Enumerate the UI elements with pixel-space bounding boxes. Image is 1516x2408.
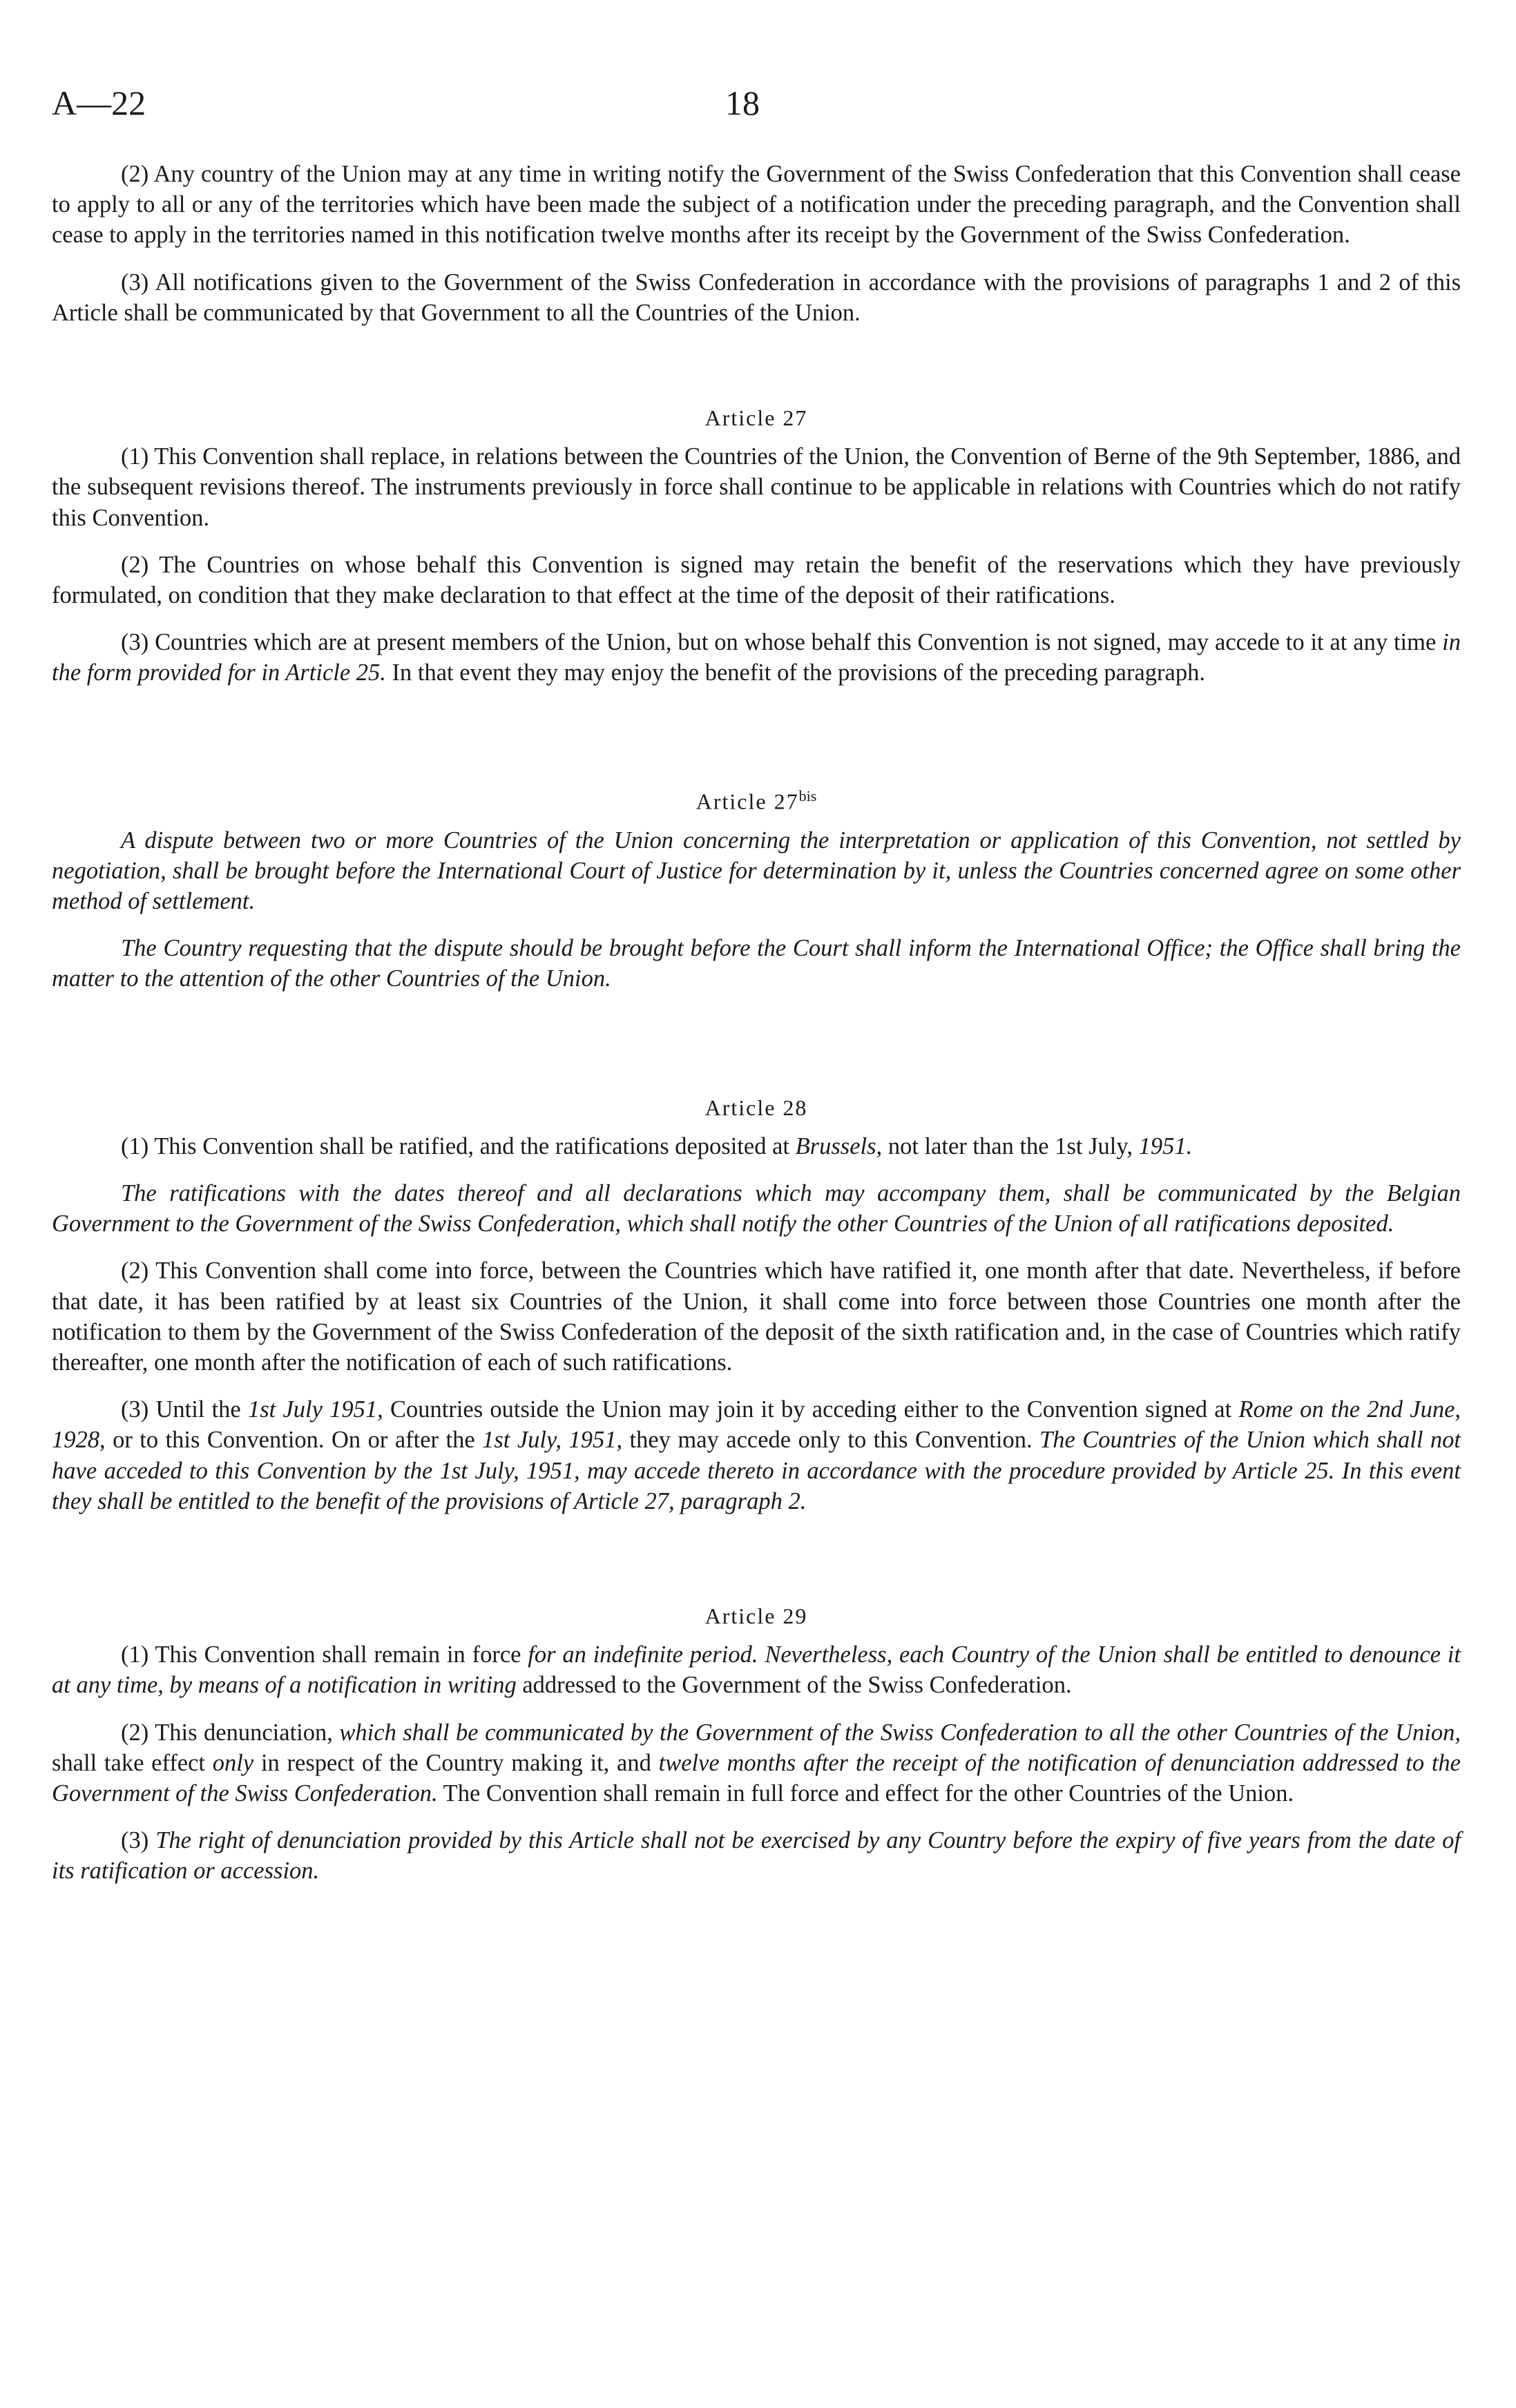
- article-29-paragraph-1: (1) This Convention shall remain in force for an indefinite period. Nevertheless, each Country of the Union shall be entitled to denounce it at any time, by means of a notification in writing addressed to the Government of the Swiss Confederation.: [52, 1641, 1461, 1699]
- article-28-paragraph-3: (3) Until the 1st July 1951, Countries outside the Union may join it by acceding either to the Convention signed at Rome on the 2nd June, 1928, or to this Convention. On or after the 1st July, 1951, they may accede only to this Convention. The Countries of the Union which shall not have acceded to this Convention by the 1st July, 1951, may accede thereto in accordance with the procedure provided by Article 25. In this event they shall be entitled to the benefit of the provisions of Article 27, paragraph 2.: [52, 1396, 1461, 1514]
- article-27bis-paragraph-2: The Country requesting that the dispute should be brought before the Court shall inform the International Office; the Office shall bring the matter to the attention of the other Countries of the Union.: [52, 935, 1461, 992]
- article-27bis-heading: Article $27^{bis}$: [695, 787, 817, 814]
- article-26-continuation: [52, 159, 1461, 328]
- article-26-paragraph-3: (3) All notifications given to the Government of the Swiss Confederation in accordance with the provisions of paragraphs 1 and 2 of this Article shall be communicated by that Government to all the Countries of the Union.: [52, 269, 1461, 326]
- article-27-paragraph-1: (1) This Convention shall replace, in relations between the Countries of the Union, the Convention of Berne of the 9th September, 1886, and the subsequent revisions thereof. The instruments previously in force shall continue to be applicable in relations with Countries which do not ratify this Convention.: [52, 443, 1461, 531]
- document-page: [52, 83, 1461, 1903]
- page-number: 18: [725, 84, 760, 122]
- article-29-paragraph-3: (3) The right of denunciation provided by this Article shall not be exercised by any Country before the expiry of five years from the date of its ratification or accession.: [52, 1827, 1461, 1885]
- document-reference: A—22: [52, 84, 146, 122]
- article-27-heading: Article 27: [704, 405, 808, 431]
- article-27-paragraph-2: (2) The Countries on whose behalf this Convention is signed may retain the benefit of the reservations which they have previously formulated, on condition that they make declaration to that effect at the time of the deposit of their ratifications.: [52, 551, 1461, 609]
- article-29-heading: Article 29: [704, 1603, 808, 1628]
- article-27bis: [52, 781, 1461, 994]
- article-29: [52, 1601, 1461, 1887]
- running-head: [52, 83, 1461, 159]
- article-28: [52, 1092, 1461, 1516]
- article-27-paragraph-3: (3) Countries which are at present members of the Union, but on whose behalf this Convention is not signed, may accede to it at any time in the form provided for in Article 25. In that event they may enjoy the benefit of the provisions of the preceding paragraph.: [52, 629, 1461, 686]
- article-29-paragraph-2: (2) This denunciation, which shall be communicated by the Government of the Swiss Confederation to all the other Countries of the Union, shall take effect only in respect of the Country making it, and twelve months after the receipt of the notification of denunciation addressed to the Government of the Swiss Confederation. The Convention shall remain in full force and effect for the other Countries of the Union.: [52, 1719, 1461, 1807]
- article-28-paragraph-1: (1) This Convention shall be ratified, and the ratifications deposited at Brussels, not later than the 1st July, 1951.: [121, 1133, 1193, 1159]
- article-28-paragraph-2: (2) This Convention shall come into force, between the Countries which have ratified it, one month after that date. Nevertheless, if before that date, it has been ratified by at least six Countries of the Union, it shall come into force between those Countries one month after the notification to them by the Government of the Swiss Confederation of the deposit of the sixth ratification and, in the case of Countries which ratify thereafter, one month after the notification of each of such ratifications.: [52, 1258, 1461, 1376]
- article-26-paragraph-2: (2) Any country of the Union may at any time in writing notify the Government of the Swiss Confederation that this Convention shall cease to apply to all or any of the territories which have been made the subject of a notification under the preceding paragraph, and the Convention shall cease to apply in the territories named in this notification twelve months after its receipt by the Government of the Swiss Confederation.: [52, 161, 1461, 249]
- article-28-paragraph-1-continued: The ratifications with the dates thereof and all declarations which may accompany them, shall be communicated by the Belgian Government to the Government of the Swiss Confederation, which shall notify the other Countries of the Union of all ratifications deposited.: [52, 1179, 1461, 1237]
- article-28-heading: Article 28: [704, 1095, 808, 1120]
- article-27: [52, 403, 1461, 688]
- article-27bis-paragraph-1: A dispute between two or more Countries of the Union concerning the interpretation or application of this Convention, not settled by negotiation, shall be brought before the International Court of Justice for determination by it, unless the Countries concerned agree on some other method of settlement.: [52, 827, 1461, 914]
